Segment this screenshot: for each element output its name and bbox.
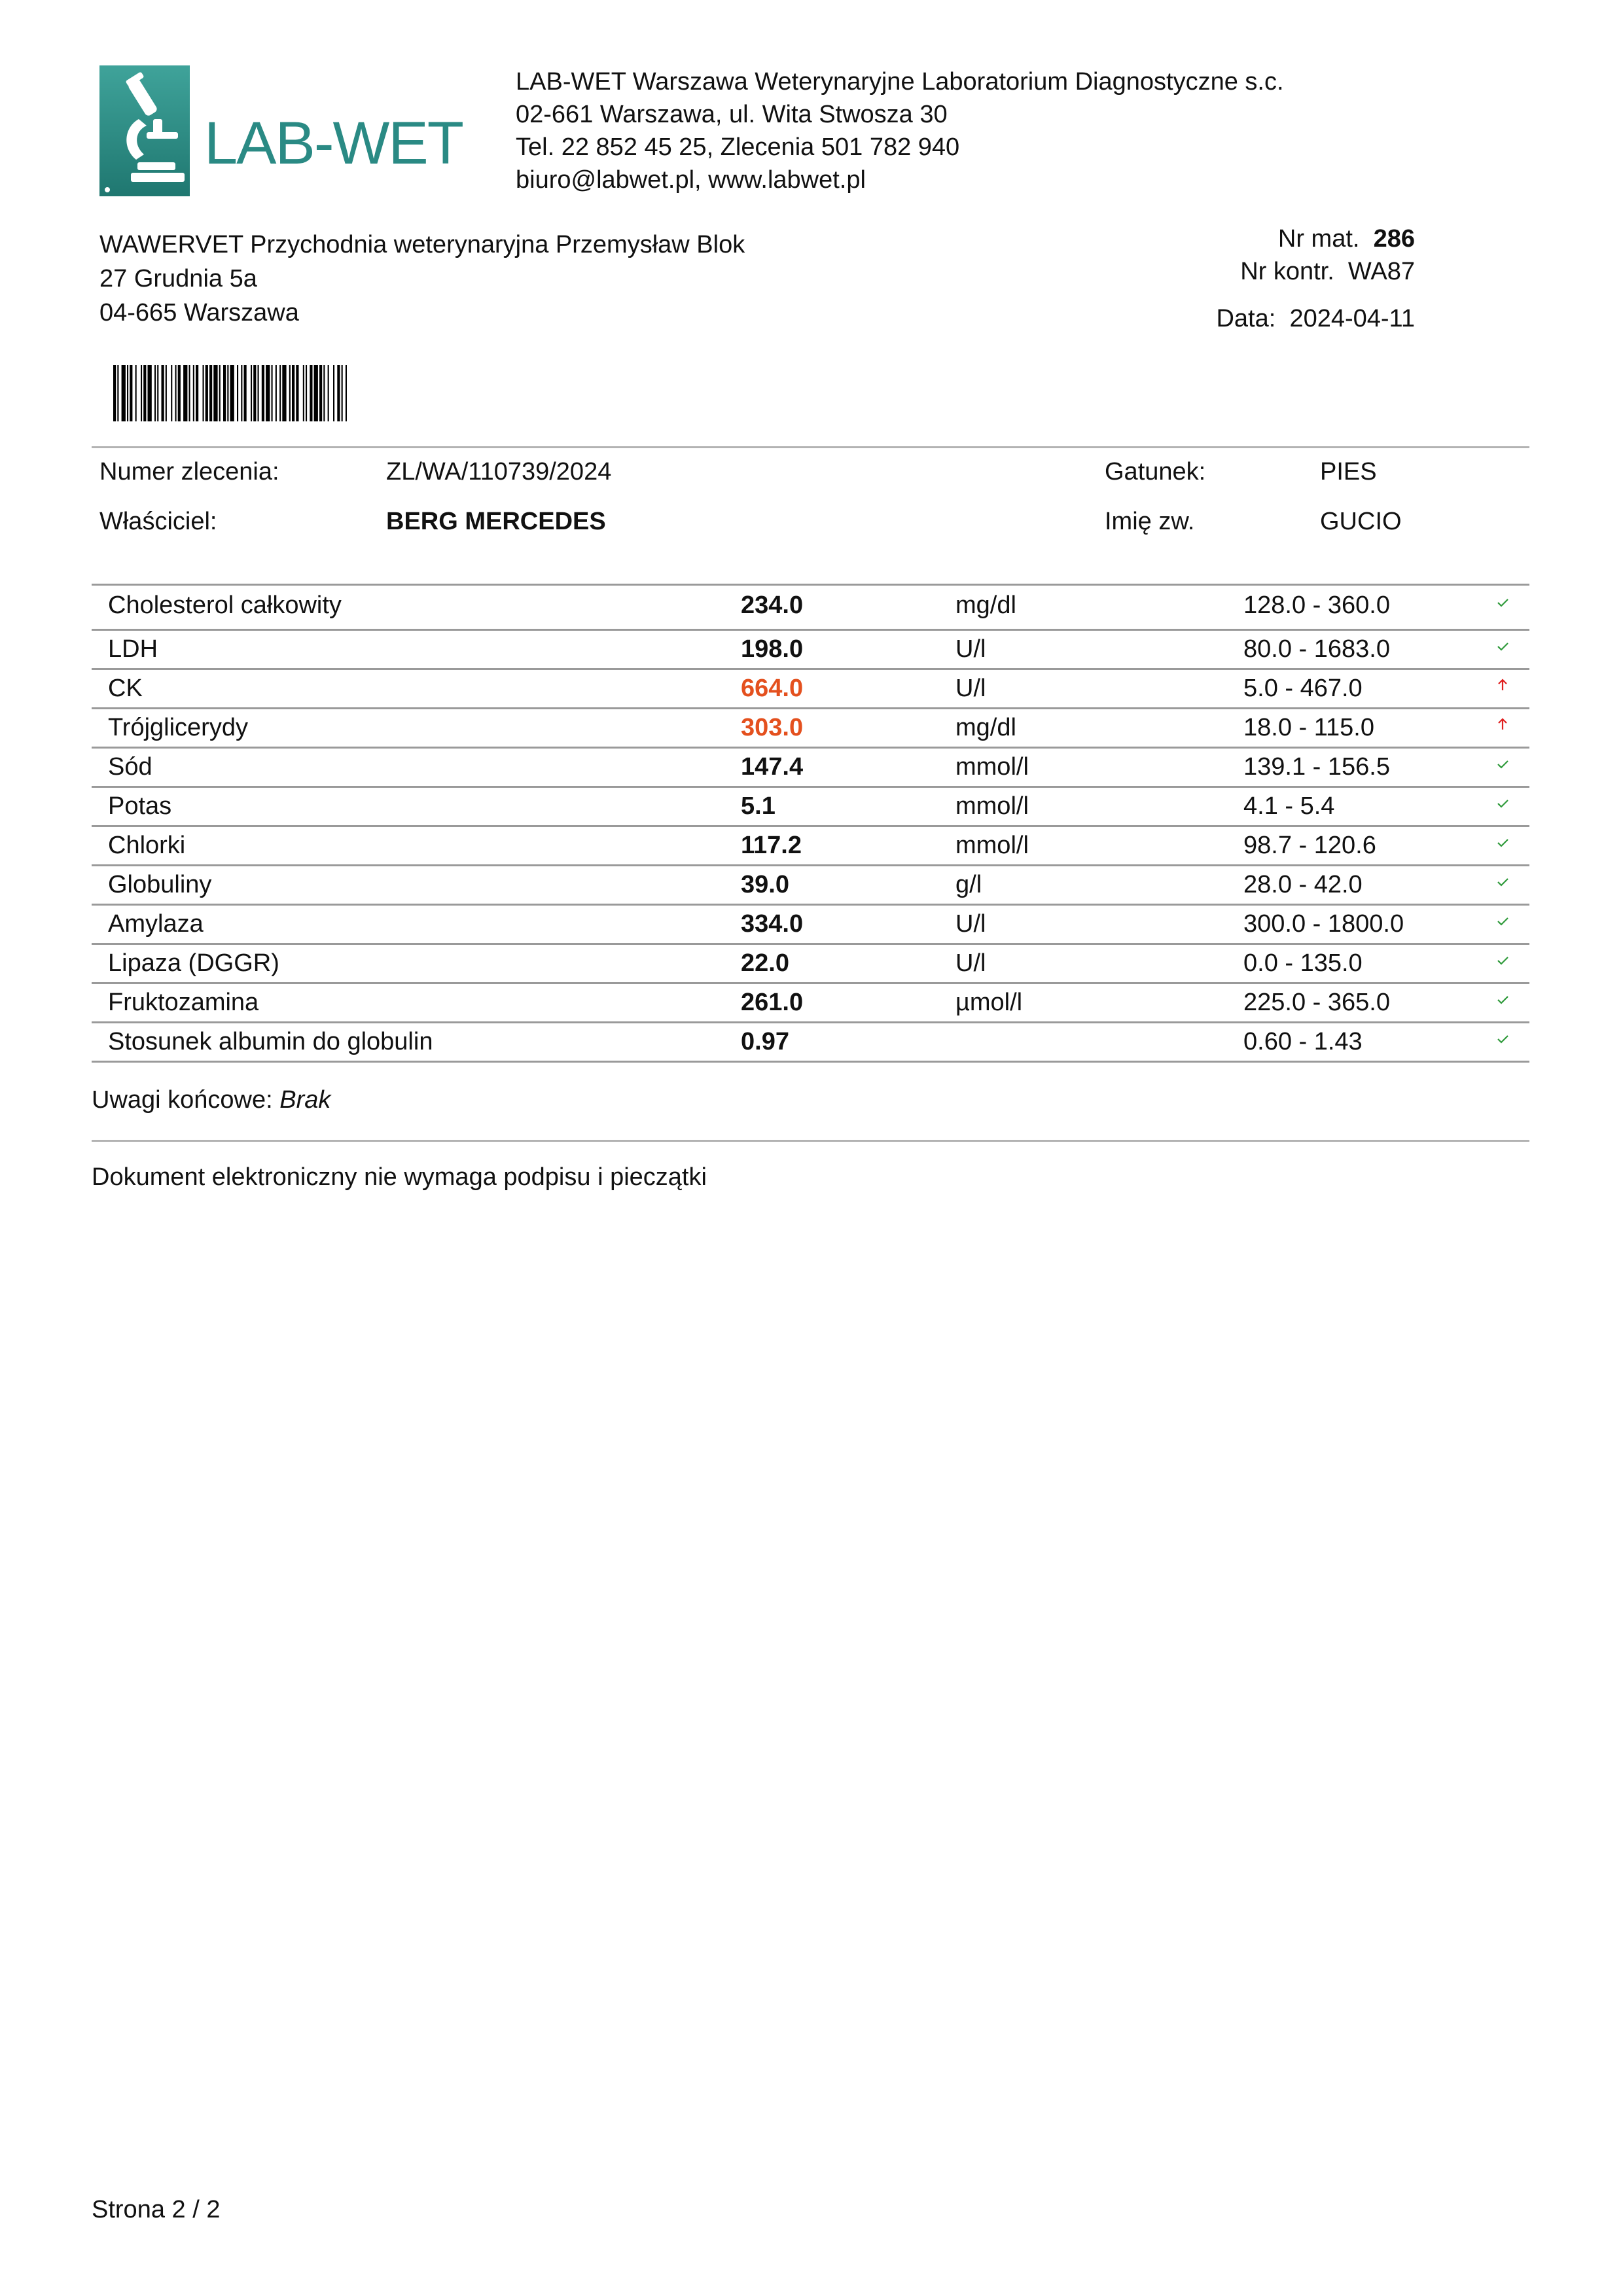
report-date bbox=[1216, 305, 1415, 333]
species-label: Gatunek: bbox=[1105, 458, 1206, 486]
divider bbox=[92, 446, 1529, 448]
remarks-label: Uwagi końcowe: bbox=[92, 1086, 273, 1114]
test-unit: U/l bbox=[955, 949, 986, 977]
lab-wet-logo bbox=[98, 64, 465, 198]
test-unit: mg/dl bbox=[955, 714, 1016, 741]
test-value: 117.2 bbox=[741, 832, 802, 859]
test-value: 5.1 bbox=[741, 792, 776, 820]
reference-range: 300.0 - 1800.0 bbox=[1243, 910, 1404, 938]
logo-text: LAB-WET bbox=[204, 110, 463, 177]
test-unit: U/l bbox=[955, 635, 986, 663]
test-value: 0.97 bbox=[741, 1028, 789, 1055]
animal-name-value: GUCIO bbox=[1320, 508, 1402, 535]
date-label: Data: bbox=[1216, 305, 1276, 332]
material-label: Nr mat. bbox=[1277, 225, 1360, 253]
test-value: 22.0 bbox=[741, 949, 789, 977]
barcode bbox=[113, 365, 446, 421]
test-unit: mmol/l bbox=[955, 753, 1029, 781]
test-name: CK bbox=[108, 675, 143, 702]
clinic-address bbox=[99, 228, 745, 330]
table-row bbox=[92, 945, 1529, 984]
reference-range: 5.0 - 467.0 bbox=[1243, 675, 1363, 702]
check-icon bbox=[1493, 630, 1512, 663]
test-name: Potas bbox=[108, 792, 172, 820]
test-name: Sód bbox=[108, 753, 152, 781]
table-row bbox=[92, 788, 1529, 827]
check-icon bbox=[1493, 905, 1512, 938]
reference-range: 139.1 - 156.5 bbox=[1243, 753, 1390, 781]
test-unit: g/l bbox=[955, 871, 982, 898]
test-value: 303.0 bbox=[741, 714, 804, 741]
reference-range: 0.60 - 1.43 bbox=[1243, 1028, 1363, 1055]
test-name: Fruktozamina bbox=[108, 989, 259, 1016]
electronic-document-note: Dokument elektroniczny nie wymaga podpisu i pieczątki bbox=[92, 1163, 707, 1191]
clinic-city: 04-665 Warszawa bbox=[99, 299, 299, 327]
test-value: 664.0 bbox=[741, 675, 804, 702]
test-value: 234.0 bbox=[741, 592, 804, 619]
reference-range: 98.7 - 120.6 bbox=[1243, 832, 1376, 859]
check-icon bbox=[1493, 586, 1512, 619]
owner-name: BERG MERCEDES bbox=[386, 508, 606, 535]
test-unit: µmol/l bbox=[955, 989, 1023, 1016]
reference-range: 4.1 - 5.4 bbox=[1243, 792, 1335, 820]
lab-info bbox=[516, 65, 1284, 196]
remarks-value: Brak bbox=[279, 1086, 331, 1114]
table-row bbox=[92, 631, 1529, 670]
table-row bbox=[92, 709, 1529, 749]
test-unit: U/l bbox=[955, 675, 986, 702]
lab-address: 02-661 Warszawa, ul. Wita Stwosza 30 bbox=[516, 101, 948, 128]
test-value: 198.0 bbox=[741, 635, 804, 663]
test-unit: mmol/l bbox=[955, 792, 1029, 820]
check-icon bbox=[1493, 944, 1512, 977]
species-value: PIES bbox=[1320, 458, 1377, 486]
contractor-label: Nr kontr. bbox=[1240, 258, 1334, 285]
contractor-value: WA87 bbox=[1347, 258, 1415, 285]
test-value: 147.4 bbox=[741, 753, 804, 781]
lab-phone: Tel. 22 852 45 25, Zlecenia 501 782 940 bbox=[516, 133, 960, 161]
test-name: Globuliny bbox=[108, 871, 212, 898]
page-number: Strona 2 / 2 bbox=[92, 2196, 221, 2223]
table-row bbox=[92, 827, 1529, 866]
clinic-street: 27 Grudnia 5a bbox=[99, 265, 257, 292]
test-name: Trójglicerydy bbox=[108, 714, 248, 741]
material-value: 286 bbox=[1373, 225, 1415, 253]
owner-label: Właściciel: bbox=[99, 508, 217, 535]
reference-range: 128.0 - 360.0 bbox=[1243, 592, 1390, 619]
order-label: Numer zlecenia: bbox=[99, 458, 279, 486]
check-icon bbox=[1493, 826, 1512, 859]
check-icon bbox=[1493, 1023, 1512, 1055]
reference-range: 28.0 - 42.0 bbox=[1243, 871, 1363, 898]
table-row bbox=[92, 906, 1529, 945]
material-number bbox=[1278, 225, 1415, 253]
table-row bbox=[92, 670, 1529, 709]
reference-range: 225.0 - 365.0 bbox=[1243, 989, 1390, 1016]
table-row bbox=[92, 984, 1529, 1023]
date-value: 2024-04-11 bbox=[1289, 305, 1415, 332]
table-row bbox=[92, 866, 1529, 906]
final-remarks bbox=[92, 1086, 330, 1114]
check-icon bbox=[1493, 983, 1512, 1016]
test-name: Lipaza (DGGR) bbox=[108, 949, 279, 977]
test-name: Stosunek albumin do globulin bbox=[108, 1028, 433, 1055]
reference-range: 0.0 - 135.0 bbox=[1243, 949, 1363, 977]
table-row bbox=[92, 1023, 1529, 1063]
test-value: 334.0 bbox=[741, 910, 804, 938]
divider bbox=[92, 1140, 1529, 1142]
high-arrow-icon bbox=[1493, 669, 1512, 702]
check-icon bbox=[1493, 866, 1512, 898]
clinic-name: WAWERVET Przychodnia weterynaryjna Przemysław Blok bbox=[99, 231, 745, 258]
test-value: 39.0 bbox=[741, 871, 789, 898]
table-row bbox=[92, 749, 1529, 788]
test-value: 261.0 bbox=[741, 989, 804, 1016]
animal-name-label: Imię zw. bbox=[1105, 508, 1195, 535]
reference-range: 80.0 - 1683.0 bbox=[1243, 635, 1390, 663]
row-divider bbox=[92, 1061, 1529, 1063]
lab-contact: biuro@labwet.pl, www.labwet.pl bbox=[516, 166, 866, 194]
test-name: Amylaza bbox=[108, 910, 204, 938]
table-row bbox=[92, 584, 1529, 631]
test-unit: mmol/l bbox=[955, 832, 1029, 859]
test-unit: mg/dl bbox=[955, 592, 1016, 619]
test-name: LDH bbox=[108, 635, 158, 663]
order-number: ZL/WA/110739/2024 bbox=[386, 458, 612, 486]
test-name: Cholesterol całkowity bbox=[108, 592, 342, 619]
test-name: Chlorki bbox=[108, 832, 186, 859]
check-icon bbox=[1493, 787, 1512, 820]
lab-name: LAB-WET Warszawa Weterynaryjne Laboratorium Diagnostyczne s.c. bbox=[516, 68, 1284, 96]
test-unit: U/l bbox=[955, 910, 986, 938]
high-arrow-icon bbox=[1493, 709, 1512, 741]
contractor-number bbox=[1240, 258, 1415, 286]
check-icon bbox=[1493, 748, 1512, 781]
reference-range: 18.0 - 115.0 bbox=[1243, 714, 1375, 741]
